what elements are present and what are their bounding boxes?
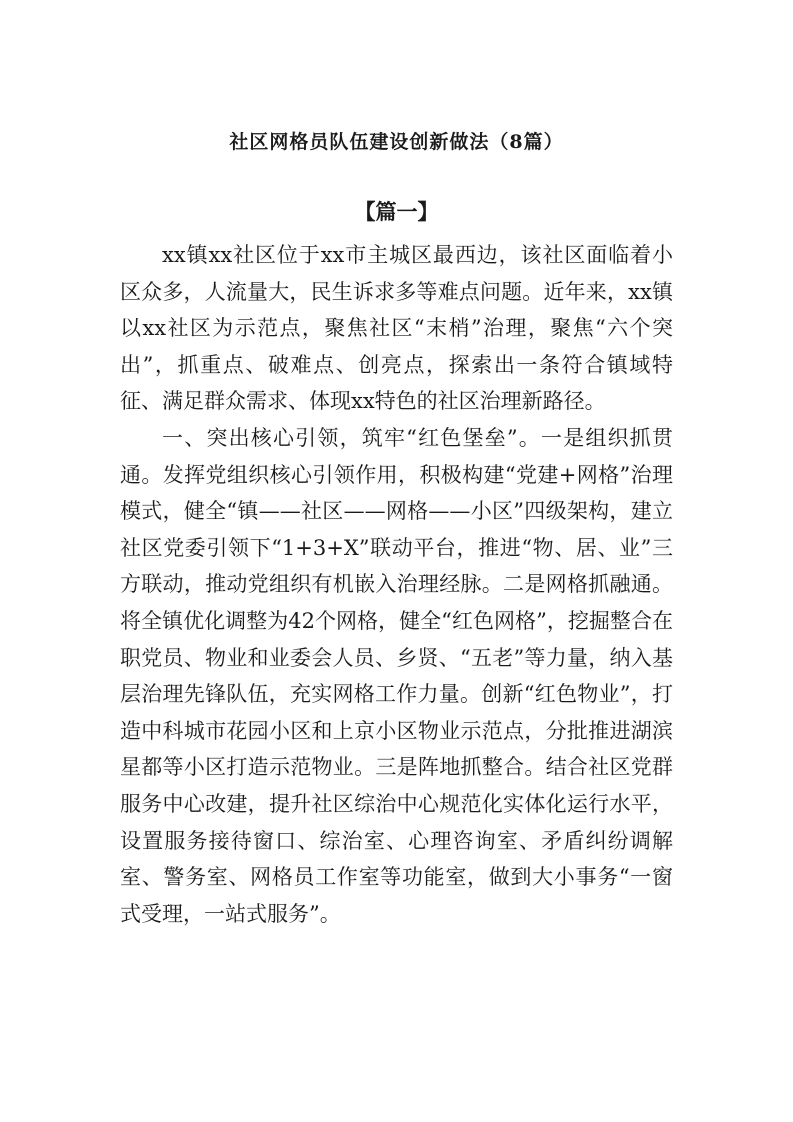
section-heading: 【篇一】 — [354, 199, 439, 224]
document-body — [120, 237, 673, 932]
document-title: 社区网格员队伍建设创新做法（8篇） — [229, 131, 564, 153]
paragraph-intro: xx镇xx社区位于xx市主城区最西边，该社区面临着小区众多，人流量大，民生诉求多等难点问题。近年来，xx镇以xx社区为示范点，聚焦社区“末梢”治理，聚焦“六个突出”，抓重点、破难点、创亮点，探索出一条符合镇域特征、满足群众需求、体现xx特色的社区治理新路径。 — [120, 243, 673, 414]
paragraph-section-one: 一、突出核心引领，筑牢“红色堡垒”。一是组织抓贯通。发挥党组织核心引领作用，积极构建“党建+网格”治理模式，健全“镇——社区——网格——小区”四级架构，建立社区党委引领下“1+3+X”联动平台，推进“物、居、业”三方联动，推动党组织有机嵌入治理经脉。二是网格抓融通。将全镇优化调整为42个网格，健全“红色网格”，挖掘整合在职党员、物业和业委会人员、乡贤、“五老”等力量，纳入基层治理先锋队伍，充实网格工作力量。创新“红色物业”，打造中科城市花园小区和上京小区物业示范点，分批推进湖滨星都等小区打造示范物业。三是阵地抓整合。结合社区党群服务中心改建，提升社区综治中心规范化实体化运行水平，设置服务接待窗口、综治室、心理咨询室、矛盾纠纷调解室、警务室、网格员工作室等功能室，做到大小事务“一窗式受理，一站式服务”。 — [120, 425, 673, 926]
